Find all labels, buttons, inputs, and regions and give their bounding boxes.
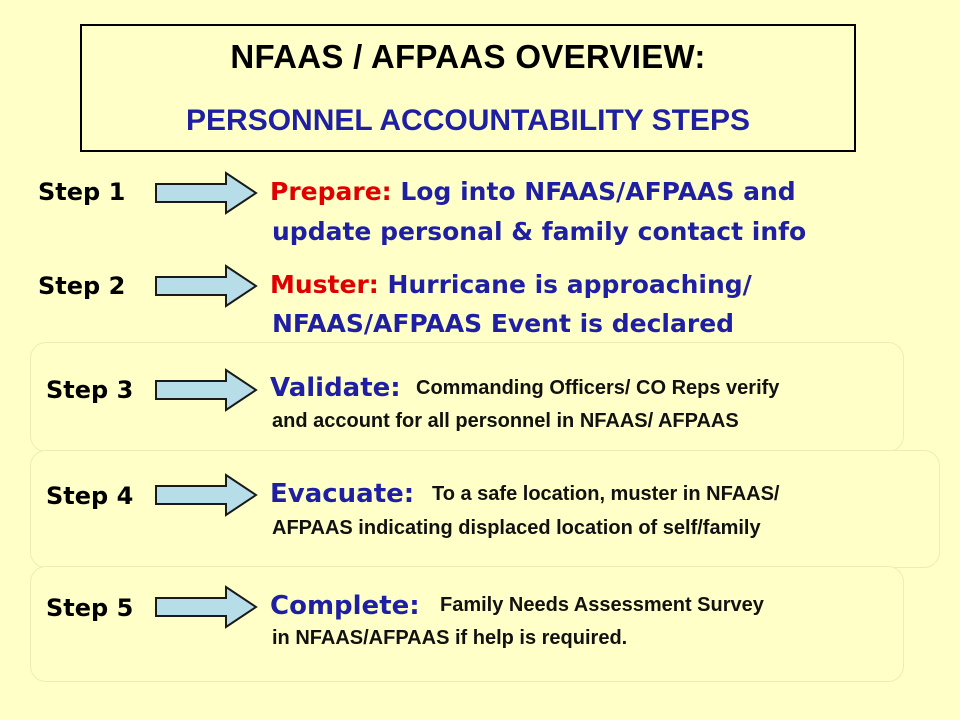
page-title: NFAAS / AFPAAS OVERVIEW:: [230, 38, 706, 75]
step-5-label: Step 5: [46, 594, 134, 622]
step-3-text-line1: Commanding Officers/ CO Reps verify: [416, 377, 780, 399]
step-3-label: Step 3: [46, 376, 134, 404]
step-4-text-line1: To a safe location, muster in NFAAS/: [432, 483, 780, 505]
step-1-line1: [270, 177, 796, 206]
right-arrow-icon: [154, 171, 260, 215]
step-2-line2: NFAAS/AFPAAS Event is declared: [272, 309, 735, 338]
step-5-text-line1: Family Needs Assessment Survey: [440, 594, 764, 616]
step-4-keyword: Evacuate:: [270, 479, 415, 509]
step-5-text-line2: in NFAAS/AFPAAS if help is required.: [272, 627, 628, 649]
title-box: [80, 24, 856, 152]
step-2-line1: [270, 270, 752, 299]
step-2-text-line1: Hurricane is approaching/: [387, 270, 752, 299]
page-subtitle: PERSONNEL ACCOUNTABILITY STEPS: [186, 104, 750, 137]
right-arrow-icon: [154, 585, 260, 629]
step-5-keyword: Complete:: [270, 591, 420, 621]
step-4-label: Step 4: [46, 482, 134, 510]
step-4-text-line2: AFPAAS indicating displaced location of self/family: [272, 517, 761, 539]
right-arrow-icon: [154, 368, 260, 412]
right-arrow-icon: [154, 473, 260, 517]
step-3-keyword: Validate:: [270, 373, 401, 403]
step-2-keyword: Muster:: [270, 270, 379, 299]
right-arrow-icon: [154, 264, 260, 308]
step-1-text-line1: Log into NFAAS/AFPAAS and: [400, 177, 796, 206]
step-1-line2: update personal & family contact info: [272, 217, 807, 246]
step-1-keyword: Prepare:: [270, 177, 392, 206]
step-3-text-line2: and account for all personnel in NFAAS/ AFPAAS: [272, 410, 739, 432]
step-2-label: Step 2: [38, 272, 126, 300]
step-1-label: Step 1: [38, 178, 126, 206]
